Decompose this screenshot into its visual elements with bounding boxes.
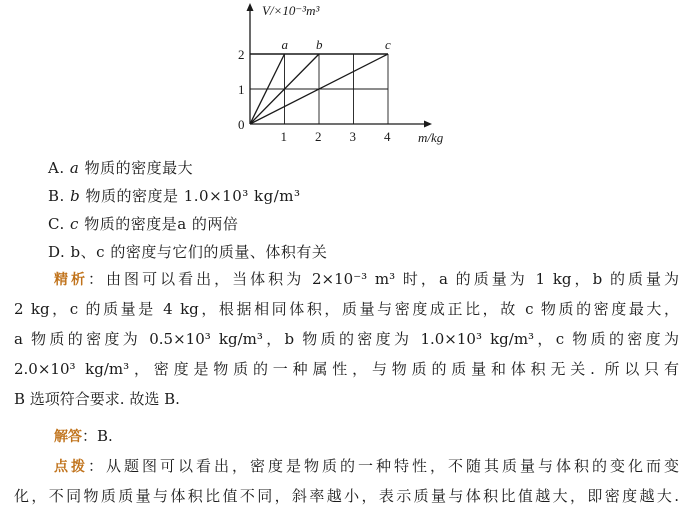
answer-line <box>54 425 113 446</box>
option-b <box>48 185 301 206</box>
y-tick-label: 2 <box>238 47 245 62</box>
option-letter: C. <box>48 215 65 233</box>
y-tick-label: 1 <box>238 82 245 97</box>
density-chart <box>228 0 468 150</box>
chart-axes <box>247 3 433 128</box>
option-variable: a <box>69 159 80 177</box>
series-label-c: c <box>385 37 391 52</box>
analysis-tag: 精析 <box>54 272 89 288</box>
analysis-line: 2.0×10³ kg/m³，密度是物质的一种属性，与物质的质量和体积无关. 所以只有 <box>14 360 679 378</box>
tip-line: 化，不同物质质量与体积比值不同，斜率越小，表示质量与体积比值越大，即密度越大. <box>14 487 679 505</box>
y-axis-arrow <box>247 3 254 11</box>
option-letter: A. <box>48 159 65 177</box>
x-tick-label: 1 <box>280 129 287 144</box>
option-letter: B. <box>48 187 65 205</box>
option-variable: c <box>70 215 79 233</box>
option-a <box>48 157 193 178</box>
option-c <box>48 213 238 234</box>
analysis-section <box>14 268 679 418</box>
x-tick-label: 3 <box>349 129 356 144</box>
origin-label: 0 <box>238 117 245 132</box>
analysis-line: B 选项符合要求. 故选 B. <box>14 390 180 408</box>
series-label-b: b <box>316 37 323 52</box>
option-text: 物质的密度最大 <box>84 159 194 177</box>
option-text: 物质的密度是a 的两倍 <box>84 215 239 233</box>
x-tick-label: 2 <box>315 129 322 144</box>
option-text: b、c 的密度与它们的质量、体积有关 <box>70 243 328 261</box>
answer-tag: 解答 <box>54 429 82 445</box>
analysis-text: ：由图可以看出，当体积为 2×10⁻³ m³ 时，a 的质量为 1 kg，b 的质量为 <box>88 270 679 288</box>
answer-text: ：B. <box>82 427 113 445</box>
option-variable: b <box>70 187 81 205</box>
tip-tag: 点拨 <box>54 459 88 475</box>
series-label-a: a <box>281 37 288 52</box>
tip-text: ：从题图可以看出，密度是物质的一种特性，不随其质量与体积的变化而变 <box>88 457 679 475</box>
x-axis-label: m/kg <box>418 130 444 145</box>
option-letter: D. <box>48 243 66 261</box>
option-d <box>48 241 327 262</box>
tip-section <box>14 455 679 510</box>
y-axis-label: V/×10⁻³m³ <box>262 3 320 18</box>
x-axis-arrow <box>424 121 432 128</box>
analysis-line: 2 kg，c 的质量是 4 kg，根据相同体积，质量与密度成正比，故 c 物质的密度最大， <box>14 300 679 318</box>
tip-line <box>54 455 679 476</box>
x-tick-label: 4 <box>384 129 391 144</box>
option-text: 物质的密度是 1.0×10³ kg/m³ <box>85 187 301 205</box>
analysis-line <box>54 268 679 289</box>
analysis-line: a 物质的密度为 0.5×10³ kg/m³，b 物质的密度为 1.0×10³ kg/m³，c 物质的密度为 <box>14 330 679 348</box>
